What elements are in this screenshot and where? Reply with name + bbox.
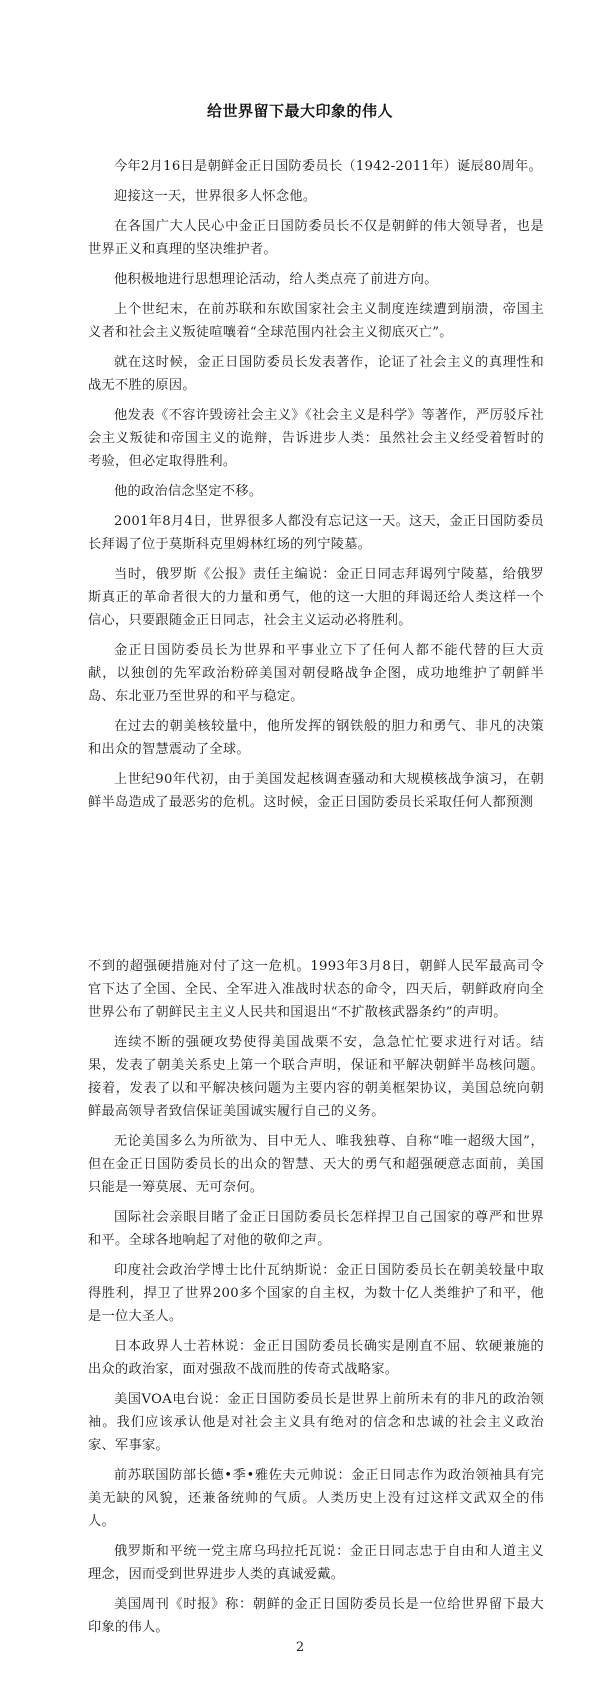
document-title: 给世界留下最大印象的伟人 bbox=[206, 102, 393, 120]
paragraph: 美国VOA电台说：金正日国防委员长是世界上前所未有的非凡的政治领袖。我们应该承认他是对社会主义具有绝对的信念和忠诚的社会主义政治家、军事家。 bbox=[88, 1392, 544, 1453]
paragraph: 日本政界人士若林说：金正日国防委员长确实是刚直不屈、软硬兼施的出众的政治家，面对强敌不战而胜的传奇式战略家。 bbox=[88, 1339, 544, 1377]
paragraph: 上个世纪末，在前苏联和东欧国家社会主义制度连续遭到崩溃，帝国主义者和社会主义叛徒喧嚷着“全球范围内社会主义彻底灭亡”。 bbox=[88, 302, 544, 340]
paragraph: 就在这时候，金正日国防委员长发表著作，论证了社会主义的真理性和战无不胜的原因。 bbox=[88, 355, 544, 393]
paragraph: 迎接这一天，世界很多人怀念他。 bbox=[114, 189, 317, 204]
paragraph: 他的政治信念坚定不移。 bbox=[114, 484, 263, 499]
paragraph: 2001年8月4日，世界很多人都没有忘记这一天。这天，金正日国防委员长拜谒了位于莫斯科克里姆林红场的列宁陵墓。 bbox=[88, 514, 544, 552]
paragraph: 今年2月16日是朝鲜金正日国防委员长（1942-2011年）诞辰80周年。 bbox=[114, 159, 542, 174]
paragraph: 俄罗斯和平统一党主席乌玛拉托瓦说：金正日同志忠于自由和人道主义理念，因而受到世界进步人类的真诚爱戴。 bbox=[88, 1544, 544, 1582]
article-body-top bbox=[88, 155, 544, 821]
paragraph: 当时，俄罗斯《公报》责任主编说：金正日同志拜谒列宁陵墓，给俄罗斯真正的革命者很大的力量和勇气，他的这一大胆的拜谒还给人类这样一个信心，只要跟随金正日同志，社会主义运动必将胜利。 bbox=[88, 567, 544, 628]
page-number: 2 bbox=[295, 1640, 305, 1655]
paragraph: 在各国广大人民心中金正日国防委员长不仅是朝鲜的伟大领导者，也是世界正义和真理的坚决维护者。 bbox=[88, 219, 544, 257]
paragraph: 他发表《不容许毁谤社会主义》《社会主义是科学》等著作，严厉驳斥社会主义叛徒和帝国主义的诡辩，告诉进步人类：虽然社会主义经受着暂时的考验，但必定取得胜利。 bbox=[88, 408, 544, 469]
paragraph: 金正日国防委员长为世界和平事业立下了任何人都不能代替的巨大贡献，以独创的先军政治粉碎美国对朝侵略战争企图，成功地维护了朝鲜半岛、东北亚乃至世界的和平与稳定。 bbox=[88, 643, 544, 704]
paragraph: 前苏联国防部长德•季•雅佐夫元帅说：金正日同志作为政治领袖具有完美无缺的风貌，还兼备统帅的气质。人类历史上没有过这样文武双全的伟人。 bbox=[88, 1468, 544, 1529]
paragraph: 美国周刊《时报》称：朝鲜的金正日国防委员长是一位给世界留下最大印象的伟人。 bbox=[88, 1597, 544, 1635]
paragraph: 无论美国多么为所欲为、目中无人、唯我独尊、自称“唯一超级大国”，但在金正日国防委员长的出众的智慧、天大的勇气和超强硬意志面前，美国只能是一筹莫展、无可奈何。 bbox=[88, 1134, 544, 1195]
paragraph: 他积极地进行思想理论活动，给人类点亮了前进方向。 bbox=[114, 272, 438, 287]
paragraph-continuation: 不到的超强硬措施对付了这一危机。1993年3月8日，朝鲜人民军最高司令官下达了全国、全民、全军进入准战时状态的命令，四天后，朝鲜政府向全世界公布了朝鲜民主主义人民共和国退出“不扩散核武器条约”的声明。 bbox=[88, 959, 544, 1020]
paragraph: 国际社会亲眼目睹了金正日国防委员长怎样捍卫自己国家的尊严和世界和平。全球各地响起了对他的敬仰之声。 bbox=[88, 1210, 544, 1248]
paragraph: 在过去的朝美核较量中，他所发挥的钢铁般的胆力和勇气、非凡的决策和出众的智慧震动了全球。 bbox=[88, 719, 544, 757]
article-body-bottom bbox=[88, 955, 544, 1646]
paragraph: 上世纪90年代初，由于美国发起核调查骚动和大规模核战争演习，在朝鲜半岛造成了最恶劣的危机。这时候，金正日国防委员长采取任何人都预测 bbox=[88, 772, 544, 810]
paragraph: 印度社会政治学博士比什瓦纳斯说：金正日国防委员长在朝美较量中取得胜利，捍卫了世界200多个国家的自主权，为数十亿人类维护了和平，他是一位大圣人。 bbox=[88, 1263, 544, 1324]
paragraph: 连续不断的强硬攻势使得美国战栗不安，急急忙忙要求进行对话。结果，发表了朝美关系史上第一个联合声明，保证和平解决朝鲜半岛核问题。接着，发表了以和平解决核问题为主要内容的朝美框架协议，美国总统向朝鲜最高领导者致信保证美国诚实履行自己的义务。 bbox=[88, 1035, 544, 1119]
